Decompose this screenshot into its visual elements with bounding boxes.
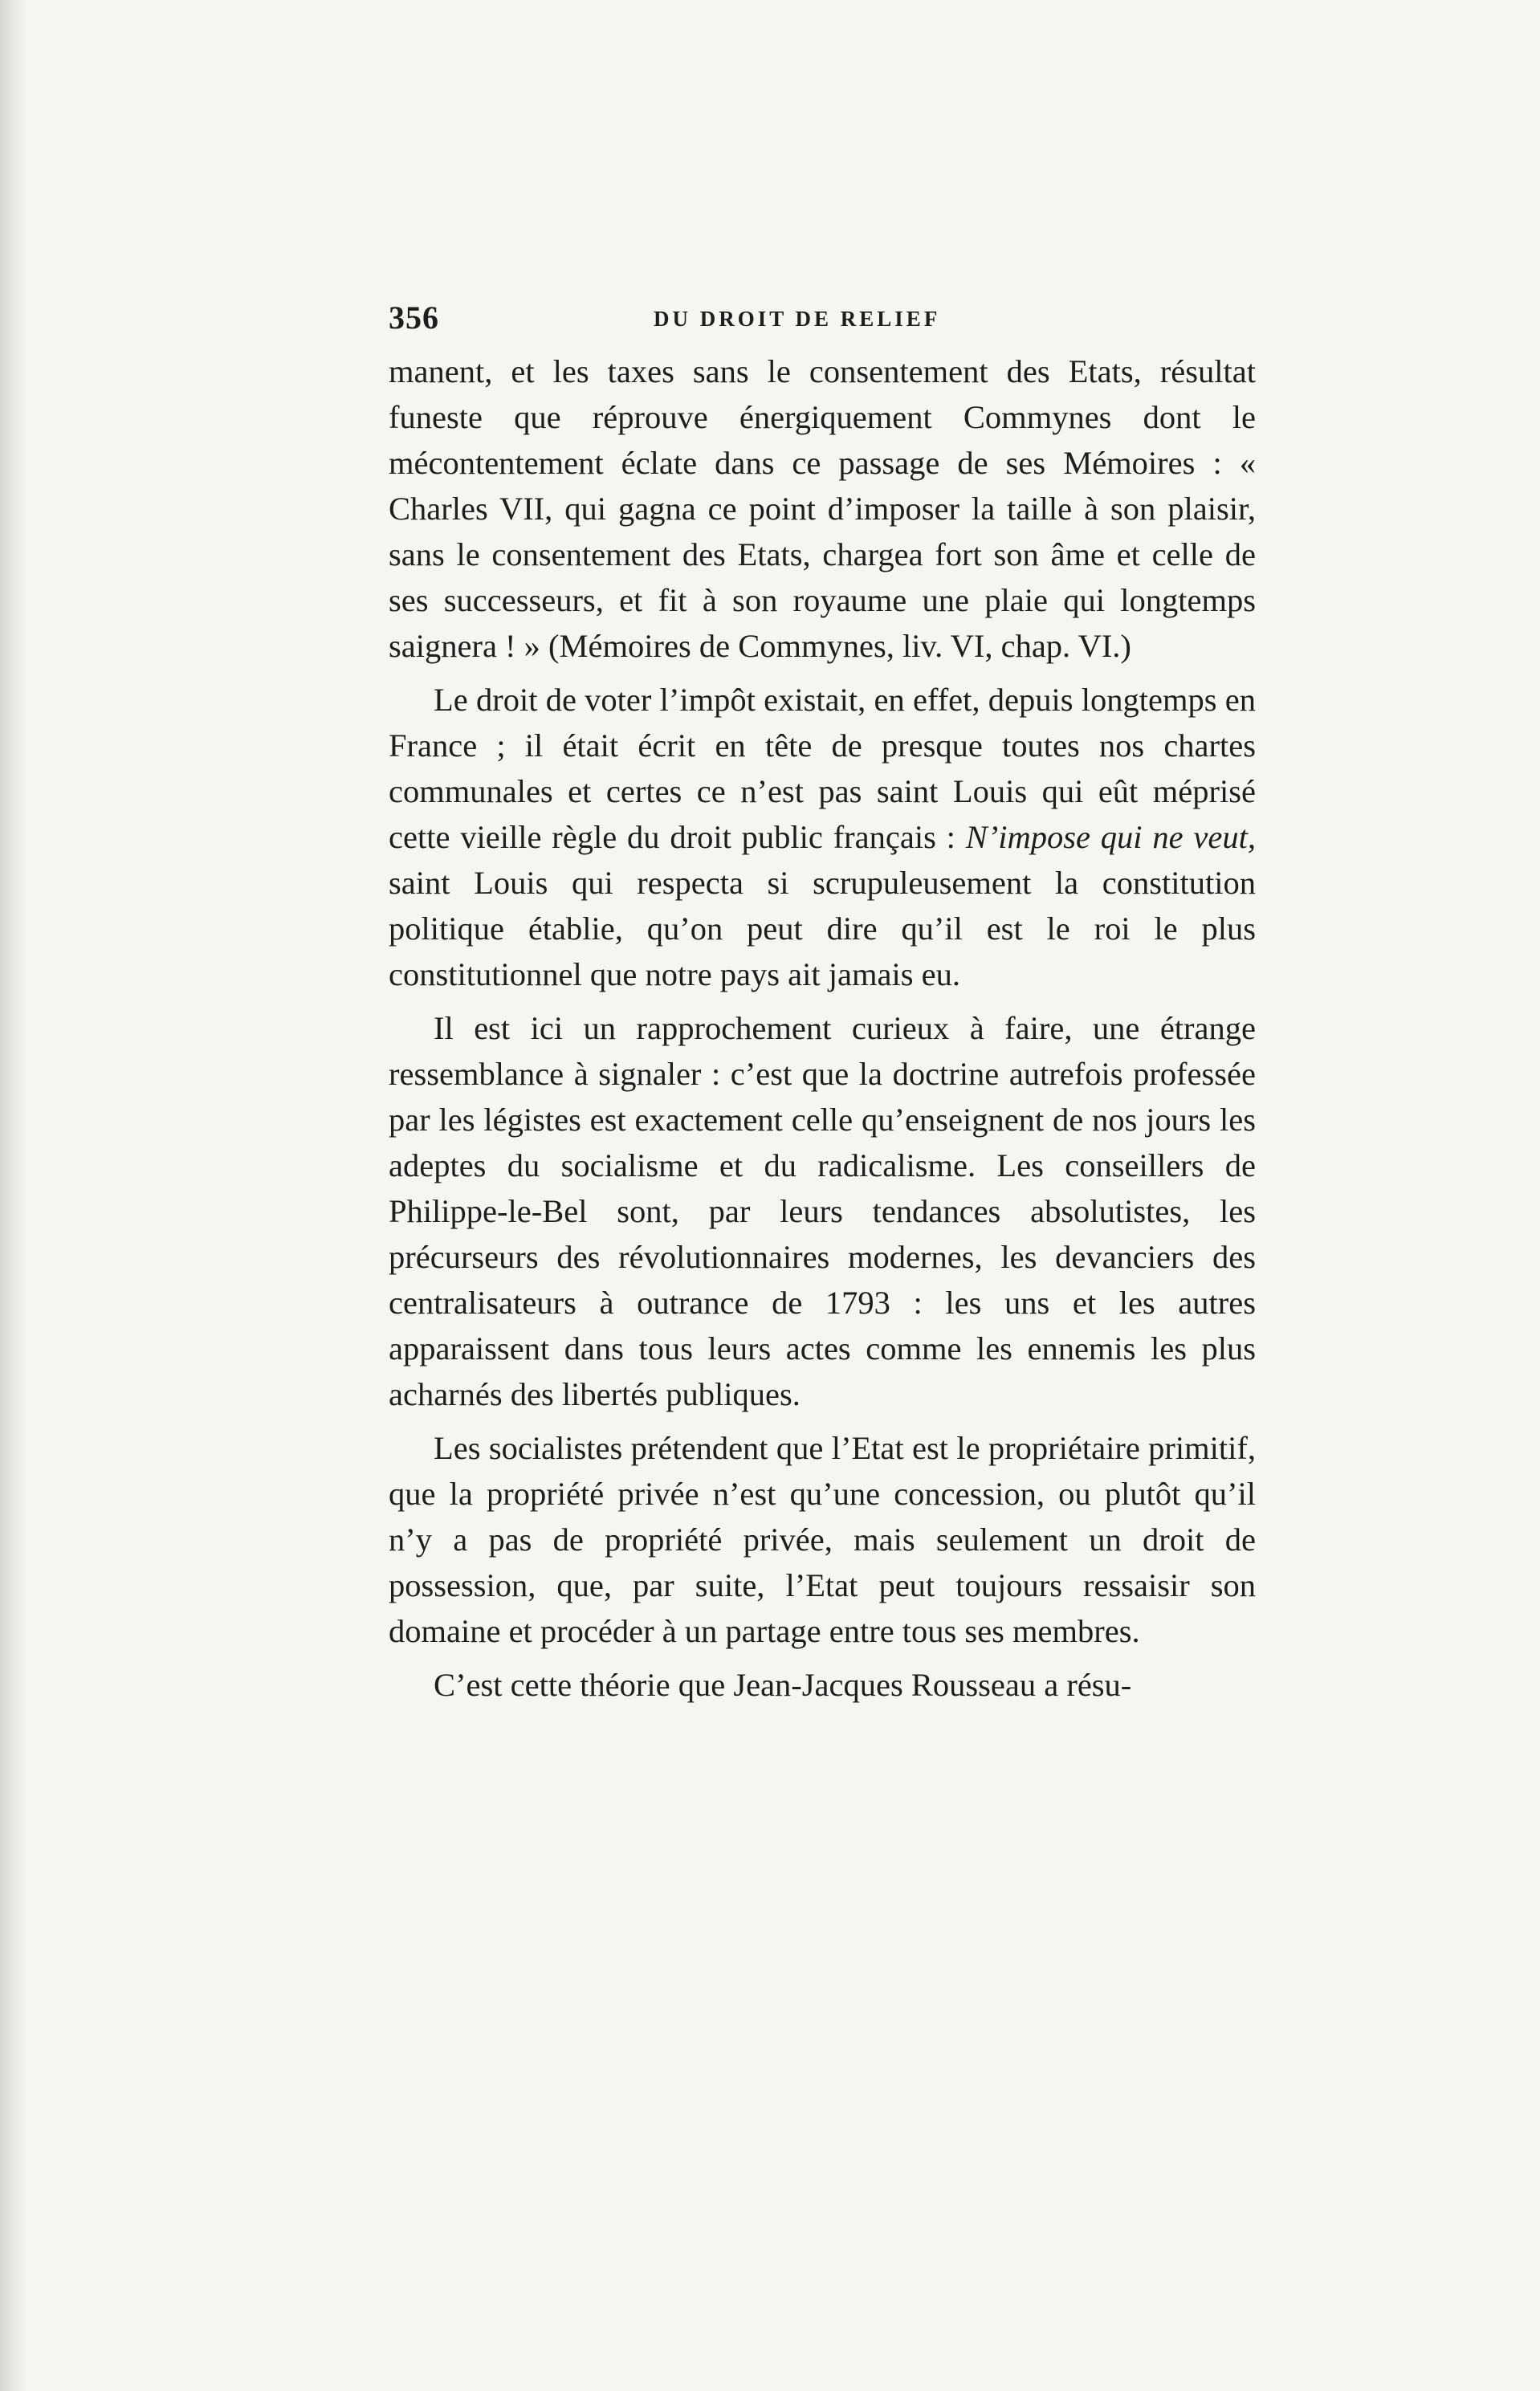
paragraph-5 <box>389 1662 1256 1708</box>
paragraph-2-text-start: Le droit de voter l’impôt existait, en effet, depuis longtemps en France ; il était écrit en tête de presque toutes nos chartes communales et certes ce n’est pas saint Louis qui eût méprisé cette vieille règle du droit public français : <box>389 682 1256 855</box>
page-number: 356 <box>389 299 439 336</box>
paragraph-2-text-end: saint Louis qui respecta si scrupuleusement la constitution politique établie, qu’on peut dire qu’il est le roi le plus constitutionnel que notre pays ait jamais eu. <box>389 865 1256 992</box>
paragraph-5-text: C’est cette théorie que Jean-Jacques Rousseau a résu- <box>434 1667 1132 1703</box>
paragraph-1-text: manent, et les taxes sans le consentement des Etats, résultat funeste que réprouve énergiquement Commynes dont le mécontentement éclate dans ce passage de ses Mémoires : « Charles VII, qui gagna ce point d’imposer la taille à son plaisir, sans le consentement des Etats, chargea fort son âme et celle de ses successeurs, et fit à son royaume une plaie qui longtemps saignera ! » (Mémoires de Commynes, liv. VI, chap. VI.) <box>389 353 1256 664</box>
book-page <box>389 299 1256 1716</box>
scan-margin-shadow <box>0 0 27 2391</box>
paragraph-3 <box>389 1005 1256 1417</box>
running-header <box>389 299 1256 339</box>
paragraph-4 <box>389 1425 1256 1654</box>
paragraph-3-text: Il est ici un rapprochement curieux à faire, une étrange ressemblance à signaler : c’est que la doctrine autrefois professée par les légistes est exactement celle qu’enseignent de nos jours les adeptes du socialisme et du radicalisme. Les conseillers de Philippe-le-Bel sont, par leurs tendances absolutistes, les précurseurs des révolutionnaires modernes, les devanciers des centralisateurs à outrance de 1793 : les uns et les autres apparaissent dans tous leurs actes comme les ennemis les plus acharnés des libertés publiques. <box>389 1010 1256 1412</box>
paragraph-4-text: Les socialistes prétendent que l’Etat est le propriétaire primitif, que la propriété privée n’est qu’une concession, ou plutôt qu’il n’y a pas de propriété privée, mais seulement un droit de possession, que, par suite, l’Etat peut toujours ressaisir son domaine et procéder à un partage entre tous ses membres. <box>389 1430 1256 1649</box>
paragraph-2-italic-maxim: N’impose qui ne veut, <box>965 819 1256 855</box>
paragraph-1 <box>389 348 1256 669</box>
paragraph-2 <box>389 677 1256 997</box>
body-text <box>389 348 1256 1708</box>
running-title: DU DROIT DE RELIEF <box>654 307 941 331</box>
